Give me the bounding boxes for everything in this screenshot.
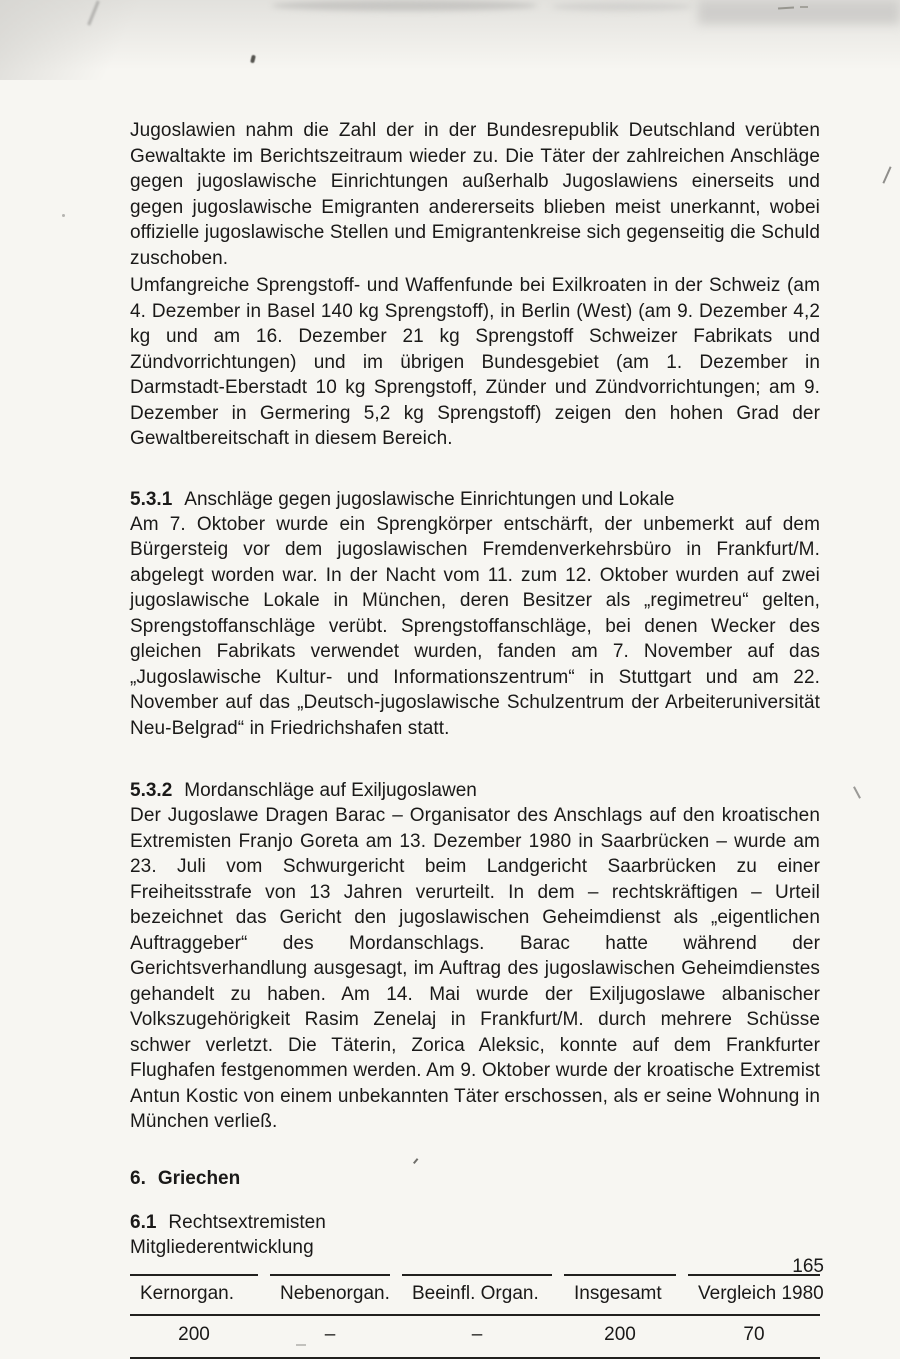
section-5-3-2-paragraph: Der Jugoslawe Dragen Barac – Organisator des Anschlags auf den kroatischen Extremisten Franjo Goreta am 13. Dezember 1980 in Saarbrücken – wurde am 23. Juli vom Schwurgericht beim Landgericht Saarbrücken zu einer Freiheitsstrafe von 13 Jahren verurteilt. In dem – rechtskräftigen – Urteil bezeichnet das Gericht den jugoslawischen Geheimdienst als „eigentlichen Auftraggeber“ des Mordanschlags. Barac hatte während der Gerichtsverhandlung ausgesagt, im Auftrag des jugoslawischen Geheimdienstes gehandelt zu haben. Am 14. Mai wurde der Exiljugoslawe albanischer Volkszugehörigkeit Rasim Zenelaj in Frankfurt/M. durch mehrere Schüsse schwer verletzt. Die Täterin, Zorica Aleksic, konnte auf dem Frankfurter Flughafen festgenommen werden. Am 9. Oktober wurde der kroatische Extremist Antun Kostic von einem unbekannten Täter erschossen, als er seine Wohnung in München verließ. <box>130 805 820 1132</box>
section-6-1-heading <box>130 1211 820 1235</box>
scan-artifact <box>853 786 861 798</box>
section-5-3-2-heading <box>130 779 820 803</box>
page-content <box>130 118 824 1359</box>
scan-top-shade <box>0 0 900 70</box>
table-header-vergleich-1980: Vergleich 1980 <box>688 1274 820 1314</box>
section-title: Anschläge gegen jugoslawische Einrichtungen und Lokale <box>184 488 675 510</box>
page-number: 165 <box>792 1256 824 1277</box>
intro-paragraph: Jugoslawien nahm die Zahl der in der Bundesrepublik Deutschland verübten Gewaltakte im Berichtszeitraum wieder zu. Die Täter der zahlreichen Anschläge gegen jugoslawische Einrichtungen außerhalb Jugoslawiens einerseits und gegen jugoslawische Emigranten andererseits blieben meist unerkannt, wobei offizielle jugoslawische Stellen und Emigrantenkreise sich gegenseitig die Schuld zuschoben. <box>130 120 820 269</box>
table-header-insgesamt: Insgesamt <box>564 1274 676 1314</box>
table-header-kernorgan: Kernorgan. <box>130 1274 258 1314</box>
table-cell-beeinfl-organ: – <box>471 1324 483 1345</box>
section-number: 5.3.1 <box>130 488 173 510</box>
membership-table <box>130 1274 824 1359</box>
table-cell-vergleich-1980: 70 <box>743 1324 765 1345</box>
explosives-finds-paragraph: Umfangreiche Sprengstoff- und Waffenfunde bei Exilkroaten in der Schweiz (am 4. Dezember in Basel 140 kg Sprengstoff), in Berlin (West) (am 9. Dezember 4,2 kg und am 16. Dezember 21 kg Sprengstoff Schweizer Fabrikats und Zündvorrichtungen) und im übrigen Bundesgebiet (am 1. Dezember in Darmstadt-Eberstadt 10 kg Sprengstoff, Zünder und Zündvorrichtungen; am 9. Dezember in Germering 5,2 kg Sprengstoff) zeigen den hohen Grad der Gewaltbereitschaft in diesem Bereich. <box>130 275 820 449</box>
section-5-3-1-heading <box>130 488 820 512</box>
table-cell-insgesamt: 200 <box>604 1324 636 1345</box>
scan-artifact <box>698 0 900 24</box>
section-6-heading <box>130 1167 820 1191</box>
scan-artifact <box>0 0 180 80</box>
scan-artifact <box>272 0 537 11</box>
section-number: 6.1 <box>130 1211 157 1233</box>
scan-artifact <box>882 166 891 183</box>
section-5-3-1-paragraph: Am 7. Oktober wurde ein Sprengkörper entschärft, der unbemerkt auf dem Bürgersteig vor dem jugoslawischen Fremdenverkehrsbüro in Frankfurt/M. abgelegt worden war. In der Nacht vom 11. zum 12. Oktober wurden auf zwei jugoslawische Lokale in München, deren Besitzer als „regimetreu“ gelten, Sprengstoffanschläge verübt. Sprengstoffanschläge, bei denen Wecker des gleichen Fabrikats verwendet wurden, fanden am 7. November auf das „Jugoslawische Kultur- und Informationszentrum“ in Stuttgart und am 22. November auf das „Deutsch-jugoslawische Schulzentrum der Arbeiteruniversität Neu-Belgrad“ in Friedrichshafen statt. <box>130 513 820 739</box>
section-title: Mordanschläge auf Exiljugoslawen <box>184 780 477 801</box>
scan-artifact <box>800 6 808 8</box>
table-header-nebenorgan: Nebenorgan. <box>270 1274 390 1314</box>
table-cell-nebenorgan: – <box>324 1324 336 1345</box>
section-title: Rechtsextremisten <box>168 1211 326 1233</box>
scan-artifact <box>250 55 256 64</box>
scan-artifact <box>778 6 794 9</box>
table-header-beeinfl-organ: Beeinfl. Organ. <box>402 1274 552 1314</box>
section-number: 6. <box>130 1167 146 1189</box>
scan-artifact <box>87 0 100 25</box>
section-number: 5.3.2 <box>130 780 173 801</box>
section-title: Griechen <box>157 1167 241 1189</box>
scan-artifact <box>552 2 692 11</box>
scan-artifact <box>62 214 65 217</box>
table-cell-kernorgan: 200 <box>178 1324 210 1345</box>
membership-development-label: Mitgliederentwicklung <box>130 1236 314 1258</box>
